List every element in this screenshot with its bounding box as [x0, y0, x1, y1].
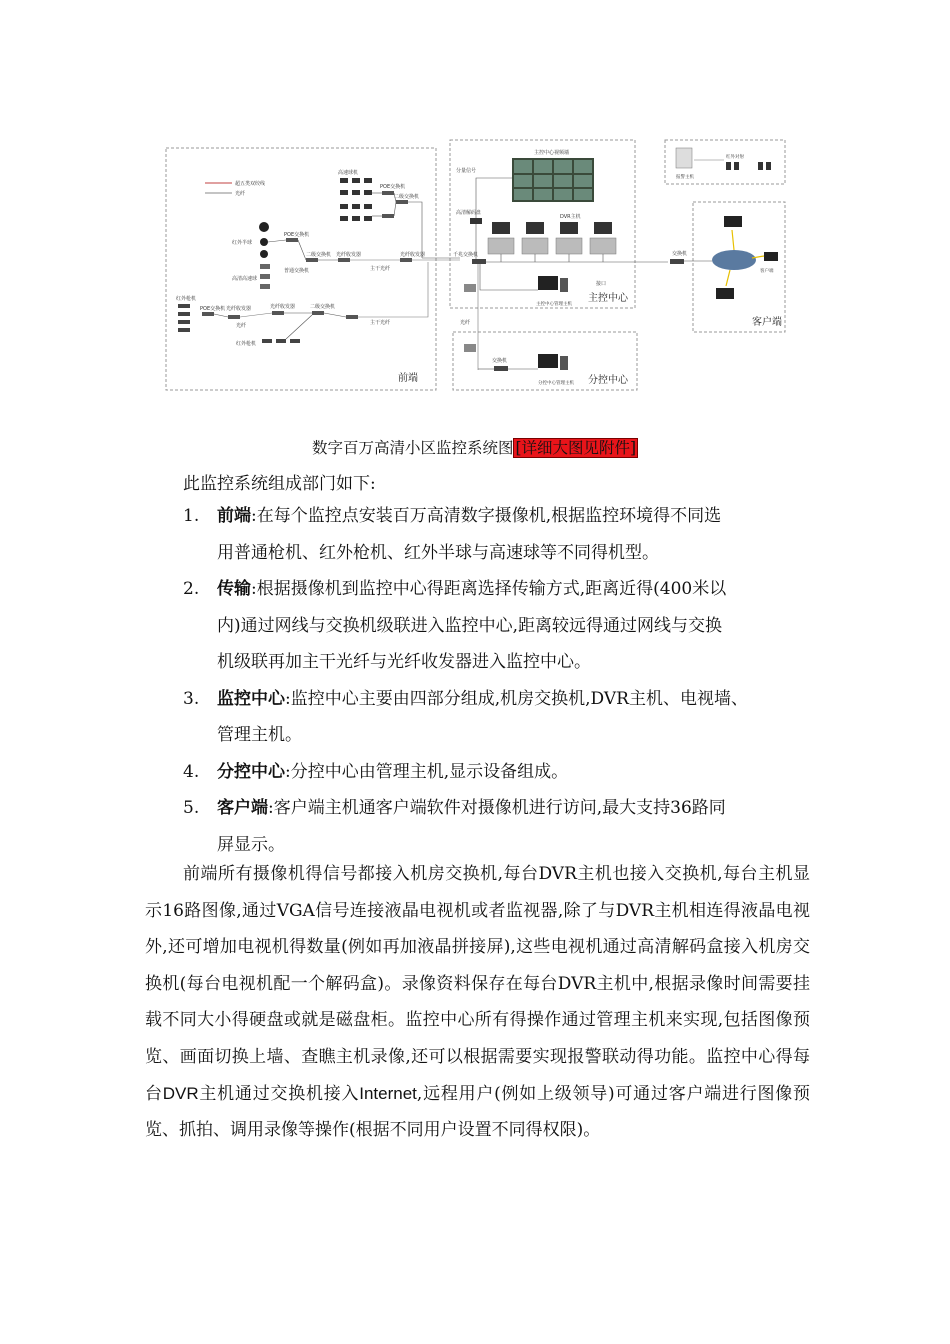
internet-cloud — [712, 250, 756, 270]
svg-text:报警主机: 报警主机 — [676, 175, 694, 180]
caption-note: [详细大图见附件] — [515, 439, 637, 457]
component-list — [183, 498, 823, 863]
svg-text:红外枪机: 红外枪机 — [176, 296, 197, 302]
svg-text:分控中心管理主机: 分控中心管理主机 — [538, 381, 574, 386]
svg-text:主干光纤: 主干光纤 — [370, 320, 391, 326]
svg-text:二级交换机: 二级交换机 — [306, 252, 332, 258]
system-diagram — [160, 138, 790, 394]
svg-text:红外半球: 红外半球 — [232, 240, 253, 246]
item-title: 监控中心 — [217, 688, 285, 709]
item-title: 客户端 — [217, 798, 268, 818]
svg-text:POE交换机: POE交换机 — [284, 232, 310, 238]
svg-text:高清高速球: 高清高速球 — [232, 276, 258, 282]
list-item: 4. 分控中心:分控中心由管理主机,显示设备组成。 — [183, 761, 569, 782]
svg-text:分量信号: 分量信号 — [456, 168, 477, 174]
svg-text:光纤收发器: 光纤收发器 — [400, 252, 426, 258]
body-paragraph: 前端所有摄像机得信号都接入机房交换机,每台DVR主机也接入交换机,每台主机显示16路图像,通过VGA信号连接液晶电视机或者监视器,除了与DVR主机相连得液晶电视外,还可增加电视机得数量(例如再加液晶拼接屏),这些电视机通过高清解码盒接入机房交换机(每台电视机配一个解码盒)。录像资料保存在每台DVR主机中,根据录像时间需要挂载不同大小得硬盘或就是磁盘柜。监控中心所有得操作通过管理主机来实现,包括图像预览、画面切换上墙、查瞧主机录像,还可以根据需要实现报警联动得功能。监控中心得每台DVR主机通过交换机接入Internet,远程用户(例如上级领导)可通过客户端进行图像预览、抓拍、调用录像等操作(根据不同用户设置不同得权限)。 — [145, 864, 811, 1141]
svg-text:光纤: 光纤 — [460, 320, 471, 326]
caption-text: 数字百万高清小区监控系统图 — [311, 439, 514, 457]
svg-text:交换机: 交换机 — [672, 251, 688, 257]
svg-text:二级交换机: 二级交换机 — [310, 304, 336, 310]
svg-text:交换机: 交换机 — [492, 358, 508, 364]
svg-text:主控中心视频墙: 主控中心视频墙 — [534, 150, 570, 156]
core-switch — [472, 259, 486, 264]
svg-text:红外对射: 红外对射 — [726, 155, 744, 160]
list-item: 1. 前端:在每个监控点安装百万高清数字摄像机,根据监控环境得不同选 用普通枪机、红外枪机、红外半球与高速球等不同得机型。 — [183, 506, 722, 563]
svg-text:光纤收发器: 光纤收发器 — [336, 252, 362, 258]
svg-text:高速球机: 高速球机 — [338, 170, 359, 176]
svg-text:光纤收发器: 光纤收发器 — [226, 306, 252, 312]
svg-text:千兆交换机: 千兆交换机 — [453, 252, 479, 258]
legend-utp: 超五类双绞线 — [235, 181, 266, 187]
branch-label: 分控中心 — [588, 375, 628, 386]
svg-text:DVR主机: DVR主机 — [560, 214, 581, 220]
item-title: 传输 — [217, 579, 251, 599]
svg-text:POE交换机: POE交换机 — [380, 184, 406, 190]
svg-text:接口: 接口 — [596, 281, 607, 287]
svg-text:POE交换机: POE交换机 — [200, 306, 226, 312]
list-item: 2. 传输:根据摄像机到监控中心得距离选择传输方式,距离近得(400米以 内)通过网线与交换机级联进入监控中心,距离较远得通过网线与交换 机级联再加主干光纤与光纤收发器进入监控中心。 — [183, 579, 727, 672]
center-label: 主控中心 — [588, 293, 628, 304]
svg-text:光纤: 光纤 — [236, 323, 247, 329]
svg-text:二级交换机: 二级交换机 — [394, 194, 420, 200]
svg-text:高清解码盘: 高清解码盘 — [456, 210, 482, 216]
client-label: 客户端 — [752, 317, 782, 328]
item-title: 分控中心 — [217, 761, 285, 782]
intro-text: 此监控系统组成部门如下: — [183, 474, 376, 494]
figure-caption — [0, 436, 950, 458]
list-item: 3. 监控中心:监控中心主要由四部分组成,机房交换机,DVR主机、电视墙、 管理主机。 — [183, 688, 748, 745]
legend-fiber: 光纤 — [235, 191, 246, 197]
front-end-label: 前端 — [398, 373, 418, 384]
item-title: 前端 — [217, 506, 251, 526]
svg-text:主干光纤: 主干光纤 — [370, 266, 391, 272]
svg-text:普通交换机: 普通交换机 — [284, 268, 310, 274]
svg-text:红外枪机: 红外枪机 — [236, 341, 257, 347]
list-item: 5. 客户端:客户端主机通客户端软件对摄像机进行访问,最大支持36路同 屏显示。 — [183, 798, 726, 855]
svg-text:客户端: 客户端 — [760, 269, 774, 274]
svg-text:主控中心管理主机: 主控中心管理主机 — [536, 302, 572, 307]
svg-text:光纤收发器: 光纤收发器 — [270, 304, 296, 310]
